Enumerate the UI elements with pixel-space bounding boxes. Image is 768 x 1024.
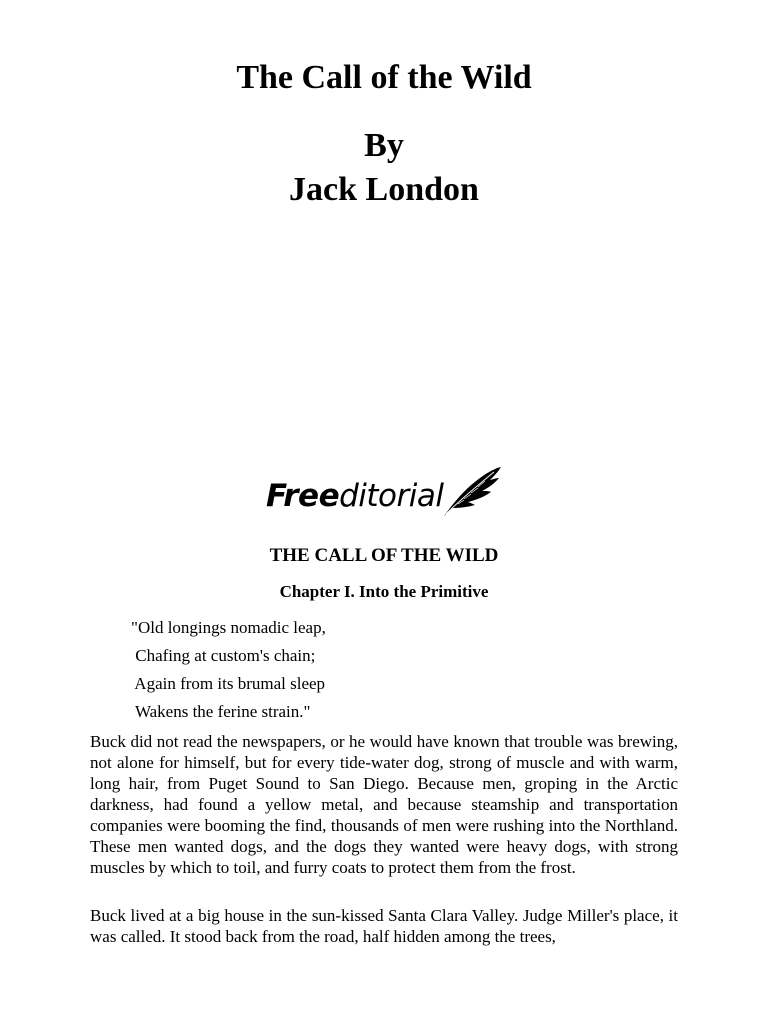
by-line: By — [364, 127, 404, 164]
poem-line: Chafing at custom's chain; — [131, 646, 316, 665]
logo-wordmark — [266, 476, 444, 516]
book-title: The Call of the Wild — [236, 59, 532, 96]
freeditorial-logo — [262, 466, 506, 522]
poem-line: "Old longings nomadic leap, — [131, 618, 326, 637]
book-heading: THE CALL OF THE WILD — [269, 545, 499, 566]
logo-wordmark-rest: ditorial — [339, 478, 444, 514]
author-name: Jack London — [289, 171, 479, 208]
logo-wordmark-bold: Free — [266, 478, 340, 514]
quill-feather-icon — [440, 466, 502, 518]
chapter-heading: Chapter I. Into the Primitive — [279, 582, 489, 601]
body-paragraph: Buck did not read the newspapers, or he would have known that trouble was brewing, not alone for himself, but for every tide-water dog, strong of muscle and with warm, long hair, from Puget Sound to San Diego. Because men, groping in the Arctic darkness, had found a yellow metal, and because steamship and transportation companies were booming the find, thousands of men were rushing into the Northland. These men wanted dogs, and the dogs they wanted were heavy dogs, with strong muscles by which to toil, and furry coats to protect them from the frost. — [90, 732, 678, 877]
body-paragraph: Buck lived at a big house in the sun-kissed Santa Clara Valley. Judge Miller's place, it was called. It stood back from the road, half hidden among the trees, — [90, 906, 678, 946]
epigraph-poem — [131, 616, 326, 728]
poem-line: Again from its brumal sleep — [131, 674, 326, 693]
poem-line: Wakens the ferine strain." — [131, 702, 311, 721]
